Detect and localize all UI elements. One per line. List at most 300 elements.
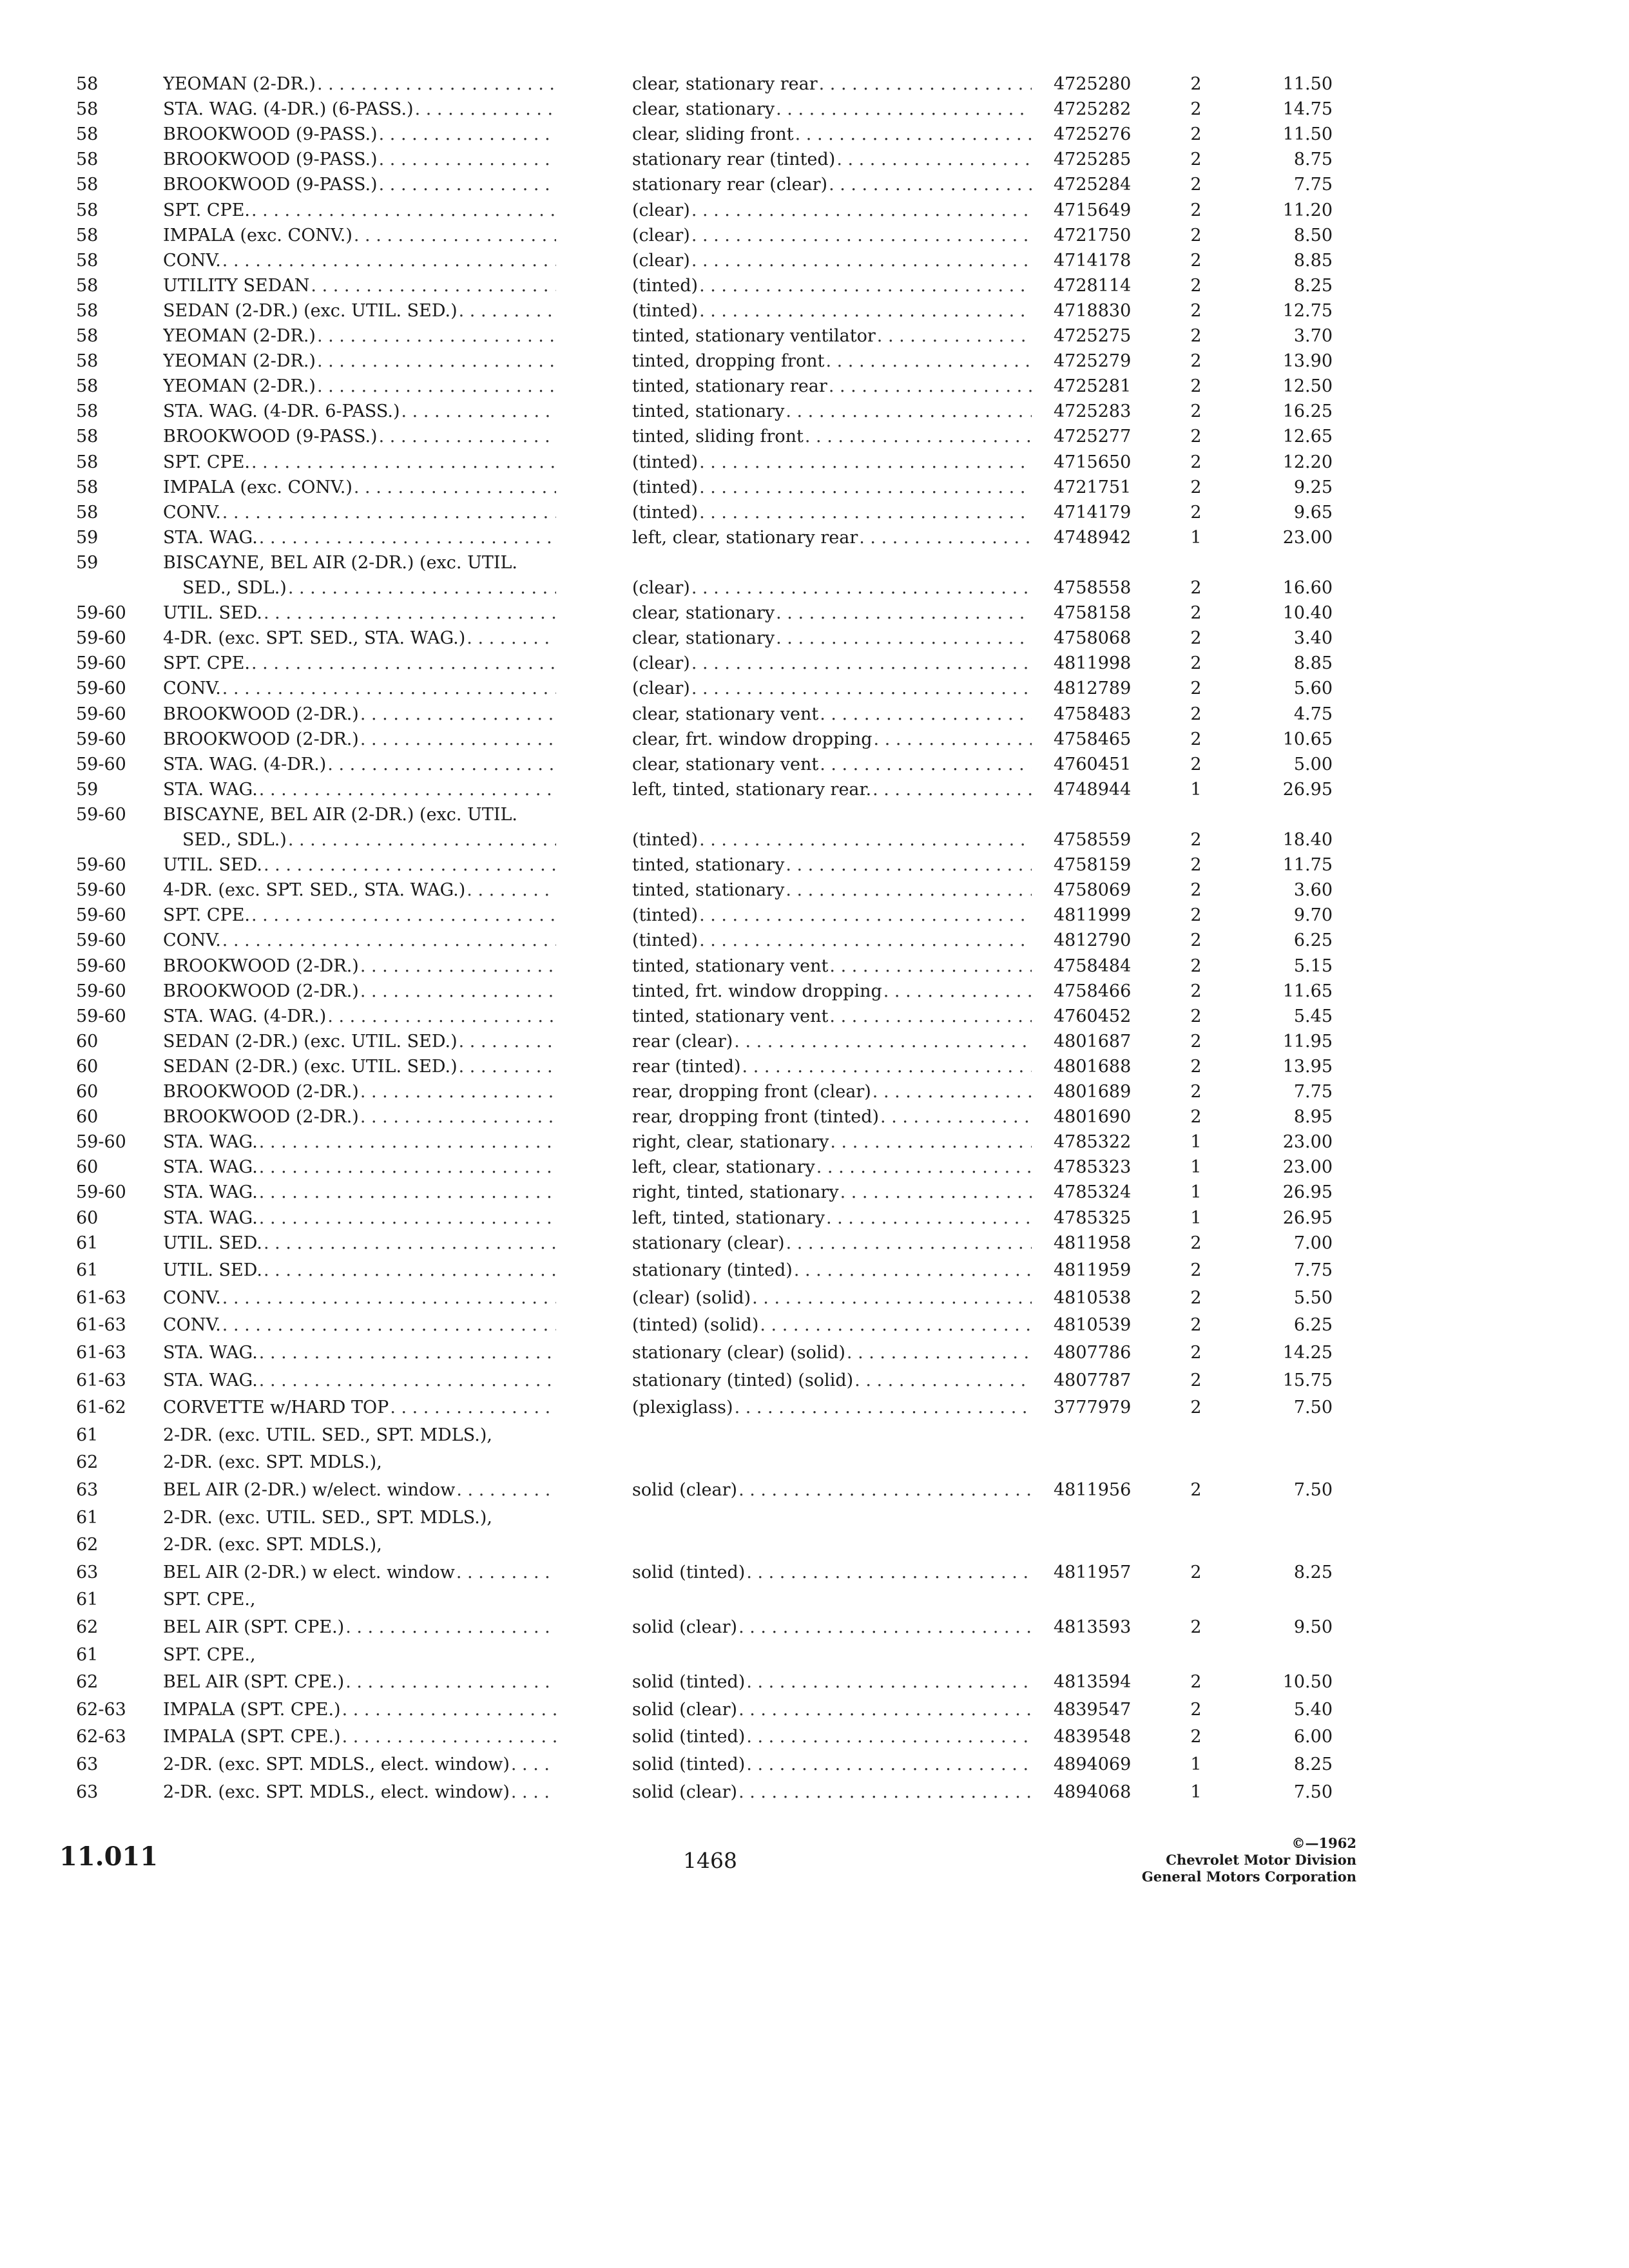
description-text: clear, stationary vent: [632, 704, 819, 724]
table-row: [76, 97, 1365, 122]
dot-leader: [359, 1080, 556, 1104]
table-row: [76, 1180, 1365, 1205]
description-text: solid (clear): [632, 1782, 738, 1802]
part-number-cell: 4785324: [1054, 1182, 1132, 1202]
dot-leader: [326, 1004, 556, 1029]
year-cell: 62: [76, 1535, 99, 1555]
quantity-cell: 1: [1190, 780, 1202, 800]
price-cell: 14.25: [1282, 1343, 1333, 1363]
price-cell: 10.40: [1282, 603, 1333, 623]
quantity-cell: 2: [1190, 1107, 1202, 1127]
quantity-cell: 2: [1190, 1233, 1202, 1253]
dot-leader: [389, 1396, 556, 1420]
model-cell: [163, 803, 556, 827]
price-cell: 12.50: [1282, 376, 1333, 396]
dot-leader: [250, 198, 556, 223]
dot-leader: [250, 903, 556, 928]
description-cell: [632, 1206, 1032, 1231]
description-text: (clear): [632, 226, 690, 245]
model-text: STA. WAG.: [163, 1370, 258, 1390]
dot-leader: [758, 1313, 1032, 1338]
price-cell: 8.25: [1293, 1754, 1333, 1774]
description-cell: [632, 425, 1032, 449]
price-cell: 23.00: [1282, 1157, 1333, 1177]
table-row: [76, 753, 1365, 777]
dot-leader: [221, 1286, 556, 1311]
table-row: [76, 576, 1365, 601]
description-cell: [632, 1231, 1032, 1256]
price-cell: 8.85: [1293, 251, 1333, 271]
dot-leader: [400, 399, 556, 424]
dot-leader: [344, 1670, 556, 1695]
description-cell: [632, 374, 1032, 399]
table-row: [76, 1080, 1365, 1104]
description-cell: [632, 778, 1032, 802]
description-cell: [632, 1369, 1032, 1393]
table-row: [76, 601, 1365, 626]
year-cell: 59-60: [76, 678, 126, 698]
table-row: [76, 1450, 1365, 1475]
part-number-cell: 4807787: [1054, 1370, 1132, 1390]
year-cell: 58: [76, 427, 99, 447]
year-cell: 63: [76, 1782, 99, 1802]
model-cell: [163, 601, 556, 626]
description-text: tinted, stationary ventilator: [632, 326, 876, 346]
description-text: solid (tinted): [632, 1754, 746, 1774]
year-cell: 58: [76, 503, 99, 523]
model-text: CORVETTE w/HARD TOP: [163, 1398, 389, 1418]
price-cell: 12.65: [1282, 427, 1333, 447]
quantity-cell: 2: [1190, 477, 1202, 497]
model-text: STA. WAG.: [163, 1132, 258, 1152]
table-row: [76, 677, 1365, 701]
dot-leader: [818, 753, 1032, 777]
table-row: [76, 1105, 1365, 1129]
description-text: right, tinted, stationary: [632, 1182, 839, 1202]
price-cell: 11.20: [1282, 200, 1333, 220]
table-row: [76, 1155, 1365, 1180]
year-cell: 60: [76, 1032, 99, 1052]
model-text: STA. WAG. (4-DR.): [163, 1006, 327, 1026]
model-text: 2-DR. (exc. SPT. MDLS.),: [163, 1452, 382, 1472]
dot-leader: [316, 349, 556, 374]
model-text: IMPALA (exc. CONV.): [163, 226, 352, 245]
part-number-cell: 4725276: [1054, 124, 1132, 144]
part-number-cell: 4785323: [1054, 1157, 1132, 1177]
year-cell: 59-60: [76, 628, 126, 648]
dot-leader: [698, 903, 1032, 928]
dot-leader: [745, 1561, 1032, 1585]
description-text: (plexiglass): [632, 1398, 733, 1418]
quantity-cell: 1: [1190, 1157, 1202, 1177]
model-text: SED., SDL.): [182, 578, 287, 598]
dot-leader: [804, 425, 1032, 449]
dot-leader: [316, 324, 556, 349]
description-cell: [632, 702, 1032, 727]
quantity-cell: 2: [1190, 427, 1202, 447]
model-text: UTIL. SED.: [163, 1233, 262, 1253]
description-cell: [632, 476, 1032, 500]
year-cell: 59-60: [76, 805, 126, 825]
description-text: stationary rear (tinted): [632, 149, 836, 169]
part-number-cell: 4801690: [1054, 1107, 1132, 1127]
year-cell: 59-60: [76, 880, 126, 900]
price-cell: 26.95: [1282, 780, 1333, 800]
part-number-cell: 4894069: [1054, 1754, 1132, 1774]
description-cell: [632, 928, 1032, 953]
model-cell: [163, 778, 556, 802]
description-text: clear, sliding front: [632, 124, 794, 144]
dot-leader: [287, 828, 556, 852]
price-cell: 8.50: [1293, 226, 1333, 245]
model-text: SPT. CPE.: [163, 653, 250, 673]
model-cell: [163, 224, 556, 248]
price-cell: 9.70: [1293, 905, 1333, 925]
part-number-cell: 4810538: [1054, 1288, 1132, 1308]
dot-leader: [344, 1615, 556, 1640]
model-text: BROOKWOOD (2-DR.): [163, 1107, 359, 1127]
model-cell: [163, 1423, 556, 1448]
description-cell: [632, 324, 1032, 349]
year-cell: 61: [76, 1590, 99, 1610]
price-cell: 12.20: [1282, 452, 1333, 472]
model-cell: [163, 1396, 556, 1420]
quantity-cell: 2: [1190, 1057, 1202, 1077]
price-cell: 10.65: [1282, 729, 1333, 749]
price-cell: 6.00: [1293, 1727, 1333, 1747]
description-cell: [632, 122, 1032, 147]
quantity-cell: 2: [1190, 578, 1202, 598]
model-cell: [163, 626, 556, 651]
dot-leader: [378, 148, 556, 172]
dot-leader: [853, 1369, 1032, 1393]
table-row: [76, 778, 1365, 802]
dot-leader: [262, 853, 556, 878]
dot-leader: [258, 1130, 556, 1155]
model-text: 2-DR. (exc. UTIL. SED., SPT. MDLS.),: [163, 1425, 492, 1445]
part-number-cell: 4813593: [1054, 1617, 1132, 1637]
table-row: [76, 1130, 1365, 1155]
model-text: CONV.: [163, 251, 221, 271]
part-number-cell: 4758068: [1054, 628, 1132, 648]
dot-leader: [341, 1698, 556, 1722]
description-cell: [632, 1698, 1032, 1722]
model-text: STA. WAG. (4-DR.): [163, 754, 327, 774]
dot-leader: [359, 954, 556, 979]
dot-leader: [690, 651, 1032, 676]
model-cell: [163, 1478, 556, 1503]
dot-leader: [858, 526, 1032, 550]
dot-leader: [510, 1753, 556, 1777]
year-cell: 59-60: [76, 930, 126, 950]
dot-leader: [455, 1478, 556, 1503]
table-row: [76, 702, 1365, 727]
table-row: [76, 1341, 1365, 1365]
description-cell: [632, 727, 1032, 752]
description-cell: [632, 1396, 1032, 1420]
year-cell: 59-60: [76, 754, 126, 774]
part-number-cell: 4894068: [1054, 1782, 1132, 1802]
model-cell: [163, 450, 556, 475]
model-cell: [163, 1105, 556, 1129]
quantity-cell: 2: [1190, 1727, 1202, 1747]
description-cell: [632, 753, 1032, 777]
part-number-cell: 4725283: [1054, 401, 1132, 421]
quantity-cell: 2: [1190, 503, 1202, 523]
part-number-cell: 4811999: [1054, 905, 1132, 925]
quantity-cell: 2: [1190, 905, 1202, 925]
part-number-cell: 4760452: [1054, 1006, 1132, 1026]
table-row: [76, 501, 1365, 525]
year-cell: 61-63: [76, 1370, 126, 1390]
year-cell: 58: [76, 74, 99, 94]
dot-leader: [784, 399, 1032, 424]
dot-leader: [785, 1231, 1032, 1256]
part-number-cell: 3777979: [1054, 1398, 1132, 1418]
price-cell: 15.75: [1282, 1370, 1333, 1390]
dot-leader: [815, 1155, 1032, 1180]
part-number-cell: 4725284: [1054, 175, 1132, 195]
year-cell: 61-62: [76, 1398, 126, 1418]
table-row: [76, 526, 1365, 550]
part-number-cell: 4785325: [1054, 1208, 1132, 1228]
dot-leader: [871, 778, 1032, 802]
model-cell: [163, 198, 556, 223]
year-cell: 62: [76, 1452, 99, 1472]
description-text: (clear): [632, 200, 690, 220]
table-row: [76, 349, 1365, 374]
part-number-cell: 4748942: [1054, 528, 1132, 548]
description-text: (tinted): [632, 503, 699, 523]
year-cell: 59-60: [76, 1182, 126, 1202]
model-text: STA. WAG.: [163, 780, 258, 800]
description-text: left, tinted, stationary: [632, 1208, 825, 1228]
dot-leader: [690, 224, 1032, 248]
year-cell: 59-60: [76, 855, 126, 875]
table-row: [76, 1396, 1365, 1420]
model-cell: [163, 551, 556, 575]
description-text: right, clear, stationary: [632, 1132, 829, 1152]
model-cell: [163, 903, 556, 928]
description-text: (clear) (solid): [632, 1288, 751, 1308]
model-text: STA. WAG.: [163, 528, 258, 548]
description-text: rear (clear): [632, 1032, 733, 1052]
description-text: (clear): [632, 653, 690, 673]
dot-leader: [221, 928, 556, 953]
model-cell: [163, 173, 556, 197]
table-row: [76, 626, 1365, 651]
price-cell: 26.95: [1282, 1208, 1333, 1228]
year-cell: 59: [76, 780, 99, 800]
model-text: STA. WAG. (4-DR.) (6-PASS.): [163, 99, 414, 119]
price-cell: 18.40: [1282, 830, 1333, 850]
part-number-cell: 4811957: [1054, 1562, 1132, 1582]
division-name: Chevrolet Motor Division: [1166, 1852, 1356, 1868]
description-text: stationary (clear): [632, 1233, 785, 1253]
dot-leader: [262, 601, 556, 626]
dot-leader: [818, 702, 1032, 727]
part-number-cell: 4758484: [1054, 956, 1132, 976]
price-cell: 4.75: [1293, 704, 1333, 724]
quantity-cell: 2: [1190, 226, 1202, 245]
year-cell: 58: [76, 401, 99, 421]
dot-leader: [775, 626, 1032, 651]
quantity-cell: 2: [1190, 603, 1202, 623]
dot-leader: [316, 374, 556, 399]
price-cell: 14.75: [1282, 99, 1333, 119]
model-cell: [163, 324, 556, 349]
quantity-cell: 2: [1190, 754, 1202, 774]
year-cell: 59-60: [76, 1132, 126, 1152]
description-text: tinted, stationary: [632, 855, 785, 875]
model-text: BEL AIR (SPT. CPE.): [163, 1672, 345, 1692]
table-row: [76, 224, 1365, 248]
price-cell: 5.60: [1293, 678, 1333, 698]
model-cell: [163, 425, 556, 449]
model-cell: [163, 1698, 556, 1722]
year-cell: 59: [76, 553, 99, 573]
table-row: [76, 1753, 1365, 1777]
description-text: (clear): [632, 678, 690, 698]
year-cell: 59-60: [76, 905, 126, 925]
part-number-cell: 4813594: [1054, 1672, 1132, 1692]
table-row: [76, 803, 1365, 827]
description-text: (tinted): [632, 905, 699, 925]
table-row: [76, 954, 1365, 979]
table-row: [76, 274, 1365, 298]
description-cell: [632, 1130, 1032, 1155]
model-text: 2-DR. (exc. UTIL. SED., SPT. MDLS.),: [163, 1508, 492, 1528]
description-text: clear, frt. window dropping: [632, 729, 872, 749]
model-text: BROOKWOOD (2-DR.): [163, 729, 359, 749]
part-number-cell: 4760451: [1054, 754, 1132, 774]
model-cell: [163, 1753, 556, 1777]
part-number-cell: 4714179: [1054, 503, 1132, 523]
part-number-cell: 4807786: [1054, 1343, 1132, 1363]
model-text: BEL AIR (SPT. CPE.): [163, 1617, 345, 1637]
price-cell: 7.75: [1293, 1082, 1333, 1102]
table-row: [76, 878, 1365, 903]
description-text: left, tinted, stationary rear.: [632, 780, 872, 800]
price-cell: 23.00: [1282, 1132, 1333, 1152]
dot-leader: [378, 173, 556, 197]
part-number-cell: 4810539: [1054, 1315, 1132, 1335]
description-text: (clear): [632, 251, 690, 271]
description-text: (tinted): [632, 477, 699, 497]
table-row: [76, 1004, 1365, 1029]
year-cell: 58: [76, 124, 99, 144]
model-cell: [163, 1231, 556, 1256]
model-cell: [163, 954, 556, 979]
model-text: CONV.: [163, 678, 221, 698]
quantity-cell: 2: [1190, 729, 1202, 749]
table-row: [76, 551, 1365, 575]
quantity-cell: 2: [1190, 175, 1202, 195]
quantity-cell: 2: [1190, 99, 1202, 119]
quantity-cell: 2: [1190, 124, 1202, 144]
year-cell: 60: [76, 1208, 99, 1228]
part-number-cell: 4721750: [1054, 226, 1132, 245]
description-cell: [632, 501, 1032, 525]
price-cell: 9.65: [1293, 503, 1333, 523]
description-text: rear, dropping front (tinted): [632, 1107, 880, 1127]
description-text: solid (tinted): [632, 1562, 746, 1582]
description-text: clear, stationary vent: [632, 754, 819, 774]
part-number-cell: 4715650: [1054, 452, 1132, 472]
model-text: BROOKWOOD (9-PASS.): [163, 149, 378, 169]
description-text: stationary (tinted) (solid): [632, 1370, 854, 1390]
description-cell: [632, 349, 1032, 374]
description-text: rear (tinted): [632, 1057, 741, 1077]
table-row: [76, 1561, 1365, 1585]
model-text: SPT. CPE.: [163, 452, 250, 472]
dot-leader: [845, 1341, 1032, 1365]
table-row: [76, 1286, 1365, 1311]
model-cell: [163, 1533, 556, 1557]
dot-leader: [829, 1130, 1032, 1155]
table-row: [76, 1670, 1365, 1695]
dot-leader: [698, 828, 1032, 852]
part-number-cell: 4725280: [1054, 74, 1132, 94]
description-text: solid (tinted): [632, 1672, 746, 1692]
model-text: CONV.: [163, 930, 221, 950]
dot-leader: [818, 72, 1032, 97]
year-cell: 58: [76, 99, 99, 119]
part-number-cell: 4839547: [1054, 1700, 1132, 1720]
model-cell: [163, 979, 556, 1004]
year-cell: 62: [76, 1672, 99, 1692]
table-row: [76, 853, 1365, 878]
description-cell: [632, 173, 1032, 197]
corporation-name: General Motors Corporation: [1141, 1869, 1356, 1885]
quantity-cell: 2: [1190, 653, 1202, 673]
dot-leader: [733, 1396, 1032, 1420]
table-row: [76, 1478, 1365, 1503]
description-cell: [632, 903, 1032, 928]
dot-leader: [258, 1206, 556, 1231]
table-row: [76, 928, 1365, 953]
quantity-cell: 2: [1190, 251, 1202, 271]
model-text: 4-DR. (exc. SPT. SED., STA. WAG.): [163, 880, 466, 900]
model-cell: [163, 1561, 556, 1585]
dot-leader: [258, 778, 556, 802]
dot-leader: [745, 1670, 1032, 1695]
dot-leader: [221, 501, 556, 525]
model-cell: [163, 1615, 556, 1640]
description-text: (tinted): [632, 452, 699, 472]
description-cell: [632, 1180, 1032, 1205]
quantity-cell: 2: [1190, 74, 1202, 94]
table-row: [76, 1725, 1365, 1749]
description-cell: [632, 651, 1032, 676]
dot-leader: [698, 299, 1032, 323]
quantity-cell: 2: [1190, 1260, 1202, 1280]
model-text: UTIL. SED.: [163, 603, 262, 623]
description-cell: [632, 224, 1032, 248]
part-number-cell: 4721751: [1054, 477, 1132, 497]
model-text: 4-DR. (exc. SPT. SED., STA. WAG.): [163, 628, 466, 648]
description-text: clear, stationary: [632, 99, 775, 119]
year-cell: 58: [76, 149, 99, 169]
model-cell: [163, 878, 556, 903]
year-cell: 58: [76, 200, 99, 220]
quantity-cell: 2: [1190, 351, 1202, 371]
dot-leader: [827, 374, 1032, 399]
model-text: SPT. CPE.: [163, 905, 250, 925]
year-cell: 58: [76, 376, 99, 396]
table-row: [76, 148, 1365, 172]
dot-leader: [221, 249, 556, 273]
